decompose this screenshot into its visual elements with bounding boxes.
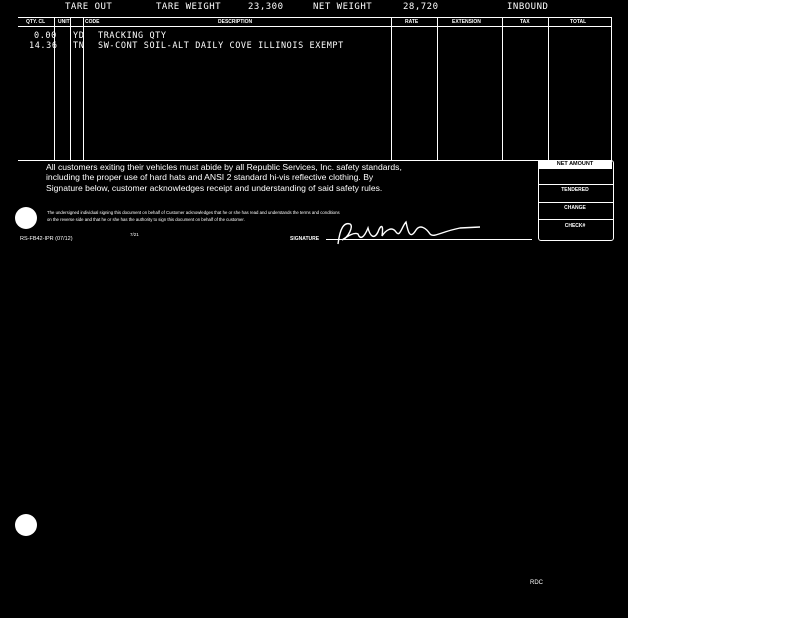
col-divider — [70, 17, 71, 160]
row-qty: 0.00 — [34, 31, 57, 41]
col-divider — [502, 17, 503, 160]
col-divider — [437, 17, 438, 160]
page-mark: RDC — [530, 580, 543, 586]
tare-weight-value: 23,300 — [248, 2, 284, 12]
signature-label: SIGNATURE — [290, 236, 320, 242]
header-total: TOTAL — [570, 19, 587, 25]
header-rate: RATE — [405, 19, 419, 25]
net-amount-label: NET AMOUNT — [538, 160, 612, 169]
row-description: TRACKING QTY — [98, 31, 167, 41]
tendered-label: TENDERED — [561, 187, 589, 193]
safety-notice-line: including the proper use of hard hats and ANSI 2 standard hi-vis reflective clothing. By — [46, 172, 374, 182]
form-code: RS-FB42-IPR (07/12) — [20, 236, 73, 242]
payment-divider — [538, 184, 613, 185]
row-unit: TN — [73, 41, 85, 51]
col-divider — [611, 17, 612, 160]
form-small-code: 7/21 — [130, 232, 139, 237]
header-description: DESCRIPTION — [218, 19, 253, 25]
change-label: CHANGE — [564, 205, 586, 211]
direction-label: INBOUND — [507, 2, 549, 12]
header-tax: TAX — [520, 19, 530, 25]
row-description: SW-CONT SOIL-ALT DAILY COVE ILLINOIS EXEMPT — [98, 41, 344, 51]
row-unit: YD — [73, 31, 85, 41]
header-code: CODE — [85, 19, 100, 25]
table-top-rule — [18, 17, 612, 18]
safety-notice-line: All customers exiting their vehicles must abide by all Republic Services, Inc. safety standards, — [46, 162, 402, 172]
header-unit: UNIT — [58, 19, 70, 25]
header-extension: EXTENSION — [452, 19, 481, 25]
net-weight-label: NET WEIGHT — [313, 2, 373, 12]
payment-divider — [538, 219, 613, 220]
row-qty: 14.36 — [29, 41, 58, 51]
tare-out-label: TARE OUT — [65, 2, 113, 12]
legal-text-line: on the reverse side and that he or she has the authority to sign this document on behalf of the customer. — [47, 217, 245, 222]
check-number-label: CHECK# — [564, 223, 586, 229]
table-bottom-rule — [18, 160, 538, 161]
header-qty: QTY. CL — [26, 19, 46, 25]
payment-divider — [538, 202, 613, 203]
table-header-rule — [18, 26, 612, 27]
col-divider — [391, 17, 392, 160]
legal-text-line: The undersigned individual signing this document on behalf of Customer acknowledges that he or she has read and understands the terms and conditions — [47, 210, 340, 215]
safety-notice-line: Signature below, customer acknowledges receipt and understanding of said safety rules. — [46, 183, 383, 193]
handwritten-signature — [330, 218, 490, 248]
net-weight-value: 28,720 — [403, 2, 439, 12]
col-divider — [548, 17, 549, 160]
tare-weight-label: TARE WEIGHT — [156, 2, 222, 12]
punch-hole — [15, 514, 37, 536]
punch-hole — [15, 207, 37, 229]
